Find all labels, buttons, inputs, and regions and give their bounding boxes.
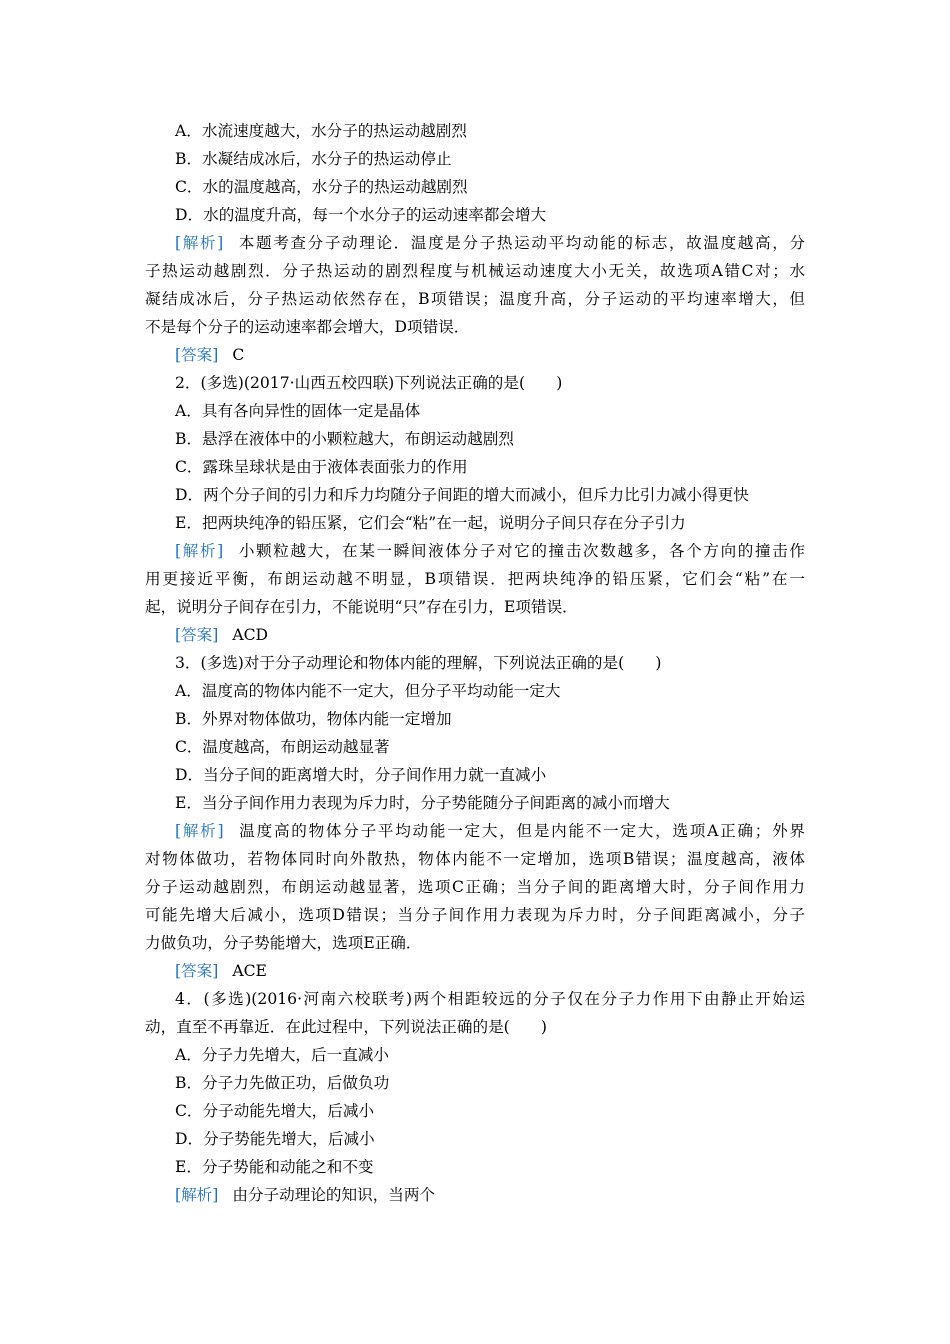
q2-analysis-tag: [解析]	[175, 542, 224, 560]
q3-option-d: D．当分子间的距离增大时，分子间作用力就一直减小	[175, 766, 547, 784]
q2-option-d: D．两个分子间的引力和斥力均随分子间距的增大而减小，但斥力比引力减小得更快	[175, 486, 749, 504]
q4-stem-line-2: 动，直至不再靠近．在此过程中，下列说法正确的是( )	[145, 1018, 548, 1036]
q2-analysis-line-1: [解析] 小颗粒越大，在某一瞬间液体分子对它的撞击次数越多，各个方向的撞击作	[175, 542, 805, 560]
q3-stem: 3．(多选)对于分子动理论和物体内能的理解，下列说法正确的是( )	[175, 654, 662, 672]
q3-analysis-tag: [解析]	[175, 822, 224, 840]
q1-analysis-line-2: 子热运动越剧烈．分子热运动的剧烈程度与机械运动速度大小无关，故选项A错C对；水	[145, 262, 805, 280]
q3-analysis-line-5: 力做负功，分子势能增大，选项E正确．	[145, 934, 422, 952]
q1-analysis-line-1: [解析] 本题考查分子动理论．温度是分子热运动平均动能的标志，故温度越高，分	[175, 234, 805, 252]
q3-option-b: B．外界对物体做功，物体内能一定增加	[175, 710, 452, 728]
q2-answer	[175, 624, 268, 646]
q1-answer-tag: [答案]	[175, 346, 219, 364]
q1-option-d: D．水的温度升高，每一个水分子的运动速率都会增大	[175, 206, 547, 224]
q4-option-a: A．分子力先增大，后一直减小	[175, 1046, 389, 1064]
q3-option-e: E．当分子间作用力表现为斥力时，分子势能随分子间距离的减小而增大	[175, 794, 670, 812]
q4-stem-line-1: 4．(多选)(2016·河南六校联考)两个相距较远的分子仅在分子力作用下由静止开始运	[175, 990, 805, 1008]
q2-answer-tag: [答案]	[175, 626, 219, 644]
q4-option-e: E．分子势能和动能之和不变	[175, 1158, 374, 1176]
q3-option-c: C．温度越高，布朗运动越显著	[175, 738, 390, 756]
q2-analysis-line-2: 用更接近平衡，布朗运动越不明显，B项错误．把两块纯净的铅压紧，它们会“粘”在一	[145, 570, 805, 588]
q1-option-c: C．水的温度越高，水分子的热运动越剧烈	[175, 178, 468, 196]
q2-option-e: E．把两块纯净的铅压紧，它们会“粘”在一起，说明分子间只存在分子引力	[175, 514, 686, 532]
q2-option-c: C．露珠呈球状是由于液体表面张力的作用	[175, 458, 468, 476]
q4-analysis-tag: [解析]	[175, 1186, 219, 1204]
q2-option-a: A．具有各向异性的固体一定是晶体	[175, 402, 421, 420]
q4-option-b: B．分子力先做正功，后做负功	[175, 1074, 390, 1092]
q2-option-b: B．悬浮在液体中的小颗粒越大，布朗运动越剧烈	[175, 430, 514, 448]
q4-option-d: D．分子势能先增大，后减小	[175, 1130, 375, 1148]
q1-answer	[175, 344, 244, 366]
q3-option-a: A．温度高的物体内能不一定大，但分子平均动能一定大	[175, 682, 561, 700]
q4-analysis-line-1: [解析] 由分子动理论的知识，当两个	[175, 1186, 436, 1204]
q3-analysis-line-3: 分子运动越剧烈，布朗运动越显著，选项C正确；当分子间的距离增大时，分子间作用力	[145, 878, 805, 896]
q1-answer-value: C	[232, 346, 245, 364]
q1-option-b: B．水凝结成冰后，水分子的热运动停止	[175, 150, 452, 168]
q2-answer-value: ACD	[232, 626, 269, 644]
q3-analysis-line-2: 对物体做功，若物体同时向外散热，物体内能不一定增加，选项B错误；温度越高，液体	[145, 850, 805, 868]
q2-stem: 2．(多选)(2017·山西五校四联)下列说法正确的是( )	[175, 374, 563, 392]
q1-analysis-line-4: 不是每个分子的运动速率都会增大，D项错误．	[145, 318, 470, 336]
q3-analysis-line-4: 可能先增大后减小，选项D错误；当分子间作用力表现为斥力时，分子间距离减小，分子	[145, 906, 805, 924]
q1-analysis-line-3: 凝结成冰后，分子热运动依然存在，B项错误；温度升高，分子运动的平均速率增大，但	[145, 290, 805, 308]
q3-answer	[175, 960, 267, 982]
q1-analysis-tag: [解析]	[175, 234, 224, 252]
q1-option-a: A．水流速度越大，水分子的热运动越剧烈	[175, 122, 467, 140]
q3-answer-tag: [答案]	[175, 962, 219, 980]
q3-analysis-line-1: [解析] 温度高的物体分子平均动能一定大，但是内能不一定大，选项A正确；外界	[175, 822, 806, 840]
q2-analysis-line-3: 起，说明分子间存在引力，不能说明“只”存在引力，E项错误．	[145, 598, 578, 616]
q3-answer-value: ACE	[232, 962, 267, 980]
q4-option-c: C．分子动能先增大，后减小	[175, 1102, 375, 1120]
